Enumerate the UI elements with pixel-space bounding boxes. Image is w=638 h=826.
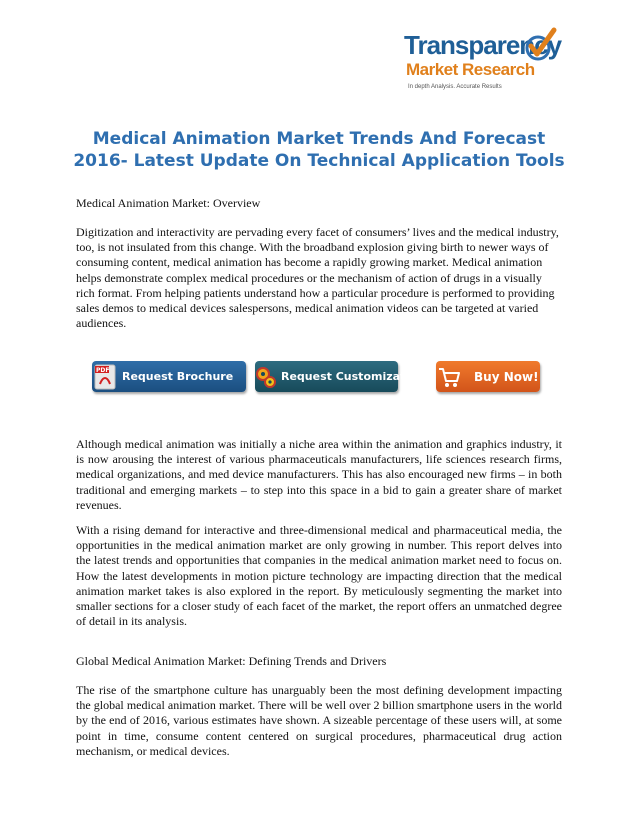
request-customization-button[interactable] <box>255 361 425 392</box>
company-logo <box>404 30 574 100</box>
paragraph-niche-area: Although medical animation was initially a niche area within the animation and graphics industry, it is now arousing the interest of various pharmaceuticals manufacturers, life sciences research firms, medical organizations, and med device manufacturers. This has also encouraged new firms – in both traditional and emerging markets – to step into this space in a bid to gain a greater share of market revenues. <box>76 437 562 512</box>
section-heading-overview: Medical Animation Market: Overview <box>76 196 261 210</box>
request-customization-label: Request Customization <box>281 370 425 383</box>
shopping-cart-icon <box>436 361 462 392</box>
section-heading-trends-drivers: Global Medical Animation Market: Defining Trends and Drivers <box>76 654 387 668</box>
paragraph-overview: Digitization and interactivity are pervading every facet of consumers’ lives and the medical industry, too, is not insulated from this change. With the broadband explosion giving birth to newer ways of consuming content, medical animation has become a rapidly growing market. Medical animation helps demonstrate complex medical procedures or the mechanism of action of drugs in a visually rich format. From helping patients understand how a particular procedure is performed to providing sales demos to medical devices salespersons, medical animation videos can be targeted at varied audiences. <box>76 225 559 331</box>
logo-text: Transparency <box>404 30 562 60</box>
title-line-2: 2016- Latest Update On Technical Application Tools <box>73 151 565 171</box>
logo-subtext: Market Research <box>406 60 535 79</box>
pdf-icon <box>92 361 118 392</box>
request-brochure-label: Request Brochure <box>122 370 234 383</box>
page-title <box>60 128 578 172</box>
svg-text:PDF: PDF <box>96 366 110 374</box>
paragraph-smartphone: The rise of the smartphone culture has unarguably been the most defining development impacting the global medical animation market. There will be well over 2 billion smartphone users in the world by the end of 2016, various estimates have shown. A sizeable percentage of these users will, at some point in time, consume content centered on surgical procedures, pharmaceutical drug action mechanism, or medical devices. <box>76 683 562 758</box>
logo-tagline: In depth Analysis. Accurate Results <box>408 84 502 90</box>
request-brochure-button[interactable] <box>92 361 246 392</box>
paragraph-rising-demand: With a rising demand for interactive and three-dimensional medical and pharmaceutical media, the opportunities in the medical animation market are only growing in number. This report delves into the latest trends and opportunities that companies in the medical animation market need to focus on. How the latest developments in motion picture technology are impacting direction that the medical animation market takes is also explored in the report. By meticulously segmenting the market into smaller sections for a closer study of each facet of the market, the report offers an unmatched degree of detail in its analysis. <box>76 523 562 629</box>
gears-icon <box>255 361 277 392</box>
title-line-1: Medical Animation Market Trends And Forecast <box>92 129 546 149</box>
buy-now-label: Buy Now! <box>474 369 539 384</box>
buy-now-button[interactable] <box>436 361 540 392</box>
